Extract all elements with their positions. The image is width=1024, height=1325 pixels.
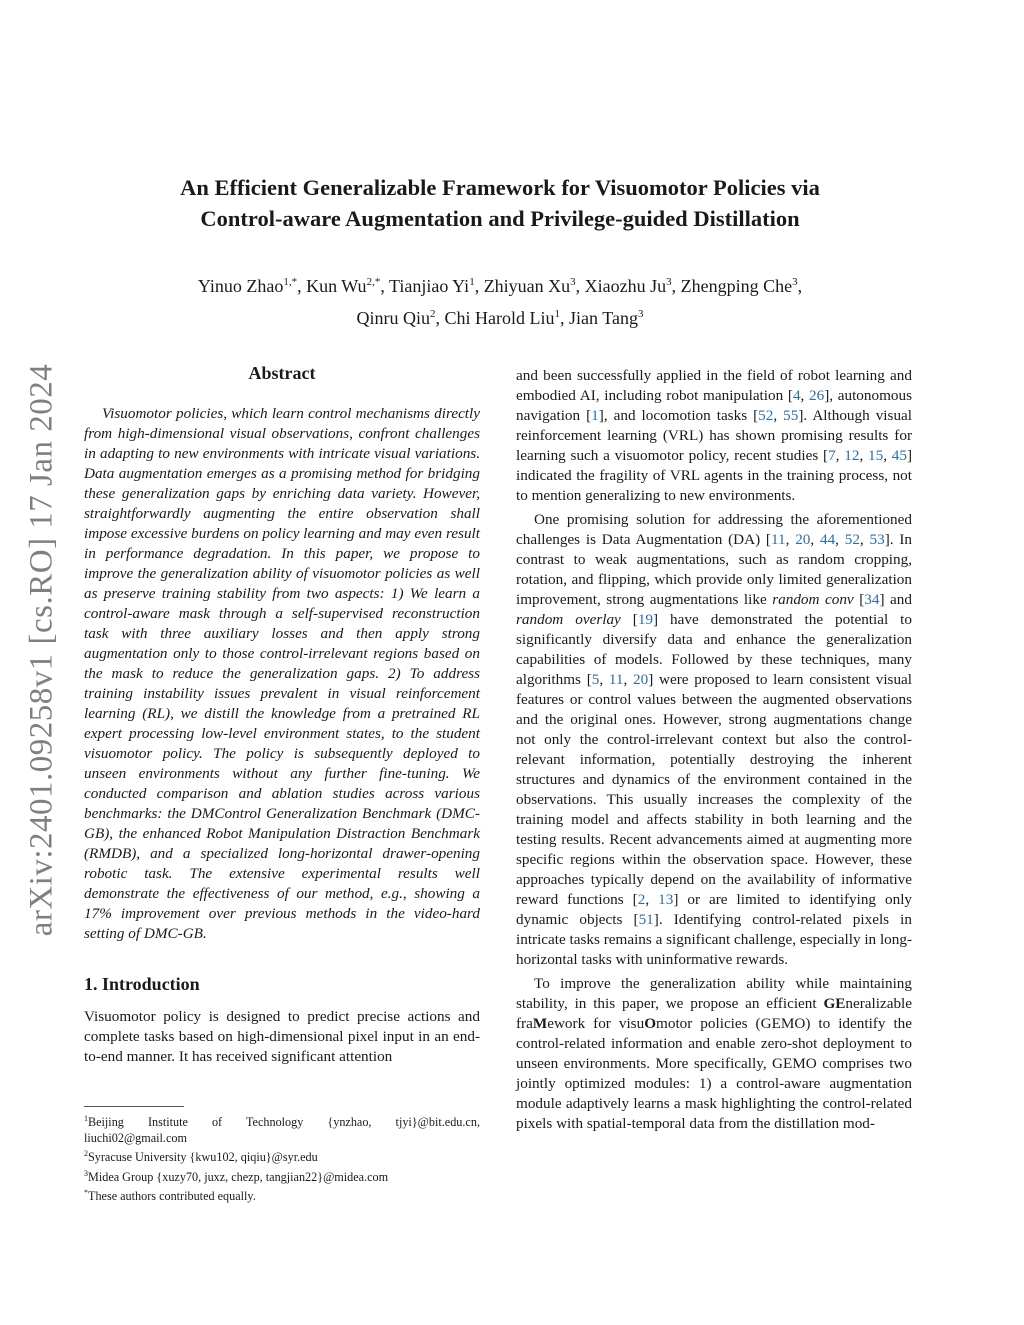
emphasis-text: random overlay: [516, 611, 621, 628]
citation-link[interactable]: 7: [828, 447, 836, 464]
text-run: ,: [785, 531, 796, 548]
footnote-text: Midea Group {xuzy70, juxz, chezp, tangjian22}@midea.com: [88, 1169, 389, 1184]
citation-link[interactable]: 11: [608, 671, 624, 688]
citation-link[interactable]: 51: [638, 911, 654, 928]
authors-line-2: Qinru Qiu$^2$, Chi Harold Liu$^1$, Jian Tang$^3$: [356, 308, 644, 328]
text-run: ] were proposed to learn consistent visual features or control values between the augmented observations and the original ones. However, strong augmentations change not only the control-irrelevant context but also the control-relevant information, potentially destroying the inherent structures and dynamics of the environment contained in the observations. This usually increases the complexity of the training model and affects stability in both learning and the testing results. Recent advancements aimed at augmenting more specific regions within the observation space. However, these approaches typically depend on the availability of informative reward functions [: [516, 671, 913, 908]
citation-link[interactable]: 53: [869, 531, 885, 548]
author-list: [100, 268, 900, 332]
citation-link[interactable]: 5: [591, 671, 600, 688]
text-run: ] or are limited to identifying only dynamic objects [: [516, 891, 913, 928]
citation-link[interactable]: 55: [783, 407, 799, 424]
footnote-list: [84, 1111, 480, 1205]
text-run: ,: [623, 671, 634, 688]
author-name: Jian Tang: [569, 308, 638, 328]
text-run: ]. In contrast to weak augmentations, such as random cropping, rotation, and flipping, which provide only limited generalization improvement, strong augmentations like: [516, 531, 913, 608]
text-run: ,: [599, 671, 609, 688]
text-run: motor policies (GEMO) to identify the control-related information and enable zero-shot deployment to unseen environments. More specifically, GEMO comprises two jointly optimized modules: 1) a control-aware augmentation module adaptively learns a mask highlighting the control-related pixels with spatial-temporal data from the distillation mod-: [516, 1015, 912, 1132]
author-name: Qinru Qiu: [356, 308, 431, 328]
citation-link[interactable]: 1: [591, 407, 599, 424]
text-run: ], autonomous navigation [: [516, 387, 912, 424]
citation-link[interactable]: 15: [868, 447, 884, 464]
paper-title: [100, 172, 900, 234]
text-run: To improve the generalization ability while maintaining stability, in this paper, we propose an efficient: [516, 975, 912, 1012]
title-line-2: Control-aware Augmentation and Privilege-guided Distillation: [200, 206, 800, 231]
title-line-1: An Efficient Generalizable Framework for Visuomotor Policies via: [180, 175, 820, 200]
author-affiliation-mark: 3: [570, 276, 576, 288]
citation-link[interactable]: 34: [864, 591, 880, 608]
author-affiliation-mark: 2,*: [366, 276, 381, 288]
section-heading-introduction: 1. Introduction: [84, 974, 200, 994]
text-run: ework for visu: [547, 1015, 645, 1032]
author-name: Zhiyuan Xu: [483, 276, 571, 296]
footnote-mark: 2: [84, 1149, 88, 1159]
text-run: ,: [645, 891, 659, 908]
text-run: ,: [835, 531, 845, 548]
text-run: ,: [883, 447, 892, 464]
text-run: ]. Although visual reinforcement learning (VRL) has shown promising results for learning such a visuomotor policy, recent studies [: [516, 407, 912, 464]
footnote-text: These authors contributed equally.: [88, 1189, 256, 1204]
citation-link[interactable]: 11: [770, 531, 786, 548]
footnote-text: Beijing Institute of Technology {ynzhao, tjyi}@bit.edu.cn, liuchi02@gmail.com: [84, 1115, 480, 1145]
text-run: ,: [773, 407, 784, 424]
author-affiliation-mark: 3: [666, 276, 672, 288]
footnote-rule: [84, 1106, 184, 1107]
text-run: ] have demonstrated the potential to significantly diversify data and enhance the generalization capabilities of models. Followed by these techniques, many algorithms [: [516, 611, 912, 688]
citation-link[interactable]: 44: [819, 531, 836, 548]
citation-link[interactable]: 20: [633, 671, 649, 688]
footnote-item: [84, 1146, 480, 1166]
abstract-heading: Abstract: [248, 363, 316, 383]
citation-link[interactable]: 45: [891, 447, 907, 464]
text-run: [: [853, 591, 865, 608]
data-augmentation-paragraph: [516, 510, 912, 970]
text-run: ] and: [879, 591, 912, 608]
footnote-mark: 3: [84, 1168, 88, 1178]
citation-link[interactable]: 26: [809, 387, 825, 404]
author-affiliation-mark: 1,*: [283, 276, 298, 288]
text-run: ,: [859, 531, 870, 548]
proposal-paragraph: [516, 974, 912, 1134]
author-name: Chi Harold Liu: [444, 308, 555, 328]
footnote-mark: *: [84, 1188, 88, 1198]
authors-line-1: Yinuo Zhao$^{1,*}$, Kun $Wu^{2,*}$, Tianjiao Yi$^1$, Zhiyuan Xu$^3$, Xiaozhu Ju$^3$, Zhengping Che$^3$,: [197, 276, 803, 296]
text-run: ,: [810, 531, 820, 548]
right-column: [516, 366, 912, 1134]
text-run: ], and locomotion tasks [: [598, 407, 759, 424]
citation-link[interactable]: 52: [758, 407, 774, 424]
author-affiliation-mark: 1: [554, 308, 561, 320]
footnote-text: Syracuse University {kwu102, qiqiu}@syr.edu: [88, 1150, 318, 1165]
author-affiliation-mark: 1: [469, 276, 475, 288]
citation-link[interactable]: 12: [844, 447, 860, 464]
footnote-item: [84, 1185, 480, 1205]
footnote-mark: 1: [84, 1114, 88, 1123]
intro-paragraph-cont: [516, 366, 912, 506]
author-affiliation-mark: 3: [637, 308, 644, 320]
text-run: ]. Identifying control-related pixels in intricate tasks remains a significant challenge, especially in long-horizontal tasks with uninformative rewards.: [516, 911, 913, 968]
text-run: ,: [800, 387, 810, 404]
footnote-item: [84, 1166, 480, 1186]
citation-link[interactable]: 19: [637, 611, 654, 628]
footnotes: [84, 1106, 480, 1205]
arxiv-sidebar: [10, 330, 74, 970]
author-name: Yinuo Zhao: [197, 276, 284, 296]
citation-link[interactable]: 52: [844, 531, 860, 548]
abstract-text: Visuomotor policies, which learn control mechanisms directly from high-dimensional visual observations, confront challenges in adapting to new environments with intricate visual variations. Data augmentation emerges as a promising method for bridging these generalization gaps by enriching data variety. However, straightforwardly augmenting the entire observation shall impose excessive burdens on policy learning and may even result in performance degradation. In this paper, we propose to improve the generalization ability of visuomotor policies as well as preserve training stability from two aspects: 1) We learn a control-aware mask through a self-supervised reconstruction task with three auxiliary losses and then apply strong augmentation only to those control-irrelevant regions based on the mask to reduce the generalization gaps. 2) To address training instability issues prevalent in visual reinforcement learning (RL), we distill the knowledge from a pretrained RL expert processing low-level environment states, to the student visuomotor policy. The policy is subsequently deployed to unseen environments without any further fine-tuning. We conducted comparison and ablation studies across various benchmarks: the DMControl Generalization Benchmark (DMC-GB), the enhanced Robot Manipulation Distraction Benchmark (RMDB), and a specialized long-horizontal drawer-opening robotic task. The extensive experimental results well demonstrate the effectiveness of our method, e.g., showing a 17% improvement over previous methods in the video-hard setting of DMC-GB.: [84, 405, 480, 942]
citation-link[interactable]: 13: [658, 891, 674, 908]
emphasis-text: random conv: [772, 591, 854, 608]
citation-link[interactable]: 2: [637, 891, 646, 908]
intro-paragraph: Visuomotor policy is designed to predict precise actions and complete tasks based on high-dimensional pixel input in an end-to-end manner. It has received significant attention: [84, 1008, 480, 1065]
text-run: ,: [835, 447, 845, 464]
author-name: Zhengping Che: [680, 276, 793, 296]
text-run: and been successfully applied in the field of robot learning and embodied AI, including robot manipulation [: [516, 367, 912, 404]
citation-link[interactable]: 20: [795, 531, 811, 548]
citation-link[interactable]: 4: [792, 387, 801, 404]
bold-text: M: [532, 1015, 548, 1032]
author-name: Tianjiao Yi: [389, 276, 470, 296]
text-run: [: [620, 611, 638, 628]
arxiv-identifier: arXiv:2401.09258v1 [cs.RO] 17 Jan 2024: [23, 363, 60, 937]
left-column: [84, 363, 480, 1067]
author-affiliation-mark: 2: [430, 308, 436, 320]
text-run: ,: [859, 447, 869, 464]
author-name: Xiaozhu Ju: [584, 276, 667, 296]
bold-text: GE: [823, 995, 846, 1012]
footnote-item: [84, 1111, 480, 1146]
author-affiliation-mark: 3: [792, 276, 798, 288]
author-name: Kun Wu: [306, 276, 367, 296]
text-run: ] indicated the fragility of VRL agents in the training process, not to mention generalizing to new environments.: [516, 447, 913, 504]
bold-text: O: [644, 1015, 657, 1032]
text-run: neralizable fra: [516, 995, 912, 1032]
text-run: One promising solution for addressing the aforementioned challenges is Data Augmentation (DA) [: [516, 511, 912, 548]
